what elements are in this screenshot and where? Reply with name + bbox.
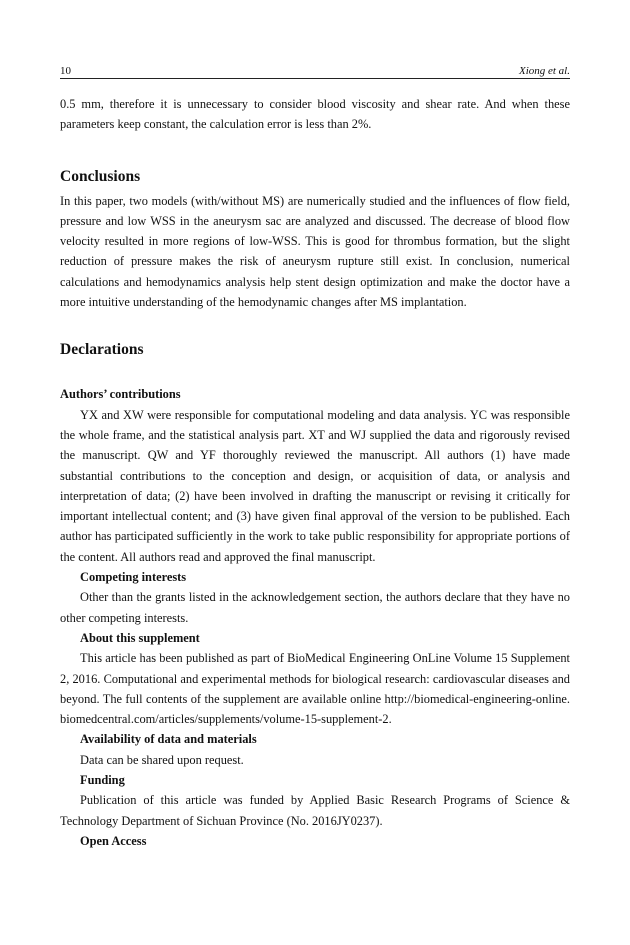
page-number: 10 (60, 65, 71, 77)
intro-paragraph: 0.5 mm, therefore it is unnecessary to consider blood viscosity and shear rate. And when these parameters keep constant, the calculation error is less than 2%. (60, 97, 570, 132)
running-title: Xiong et al. (518, 65, 570, 77)
availability-paragraph: Data can be shared upon request. (80, 752, 244, 767)
funding-heading: Funding (80, 773, 125, 788)
about-supplement-heading: About this supplement (80, 630, 200, 645)
conclusions-paragraph: In this paper, two models (with/without MS) are numerically studied and the influences of flow field, pressure and low WSS in the aneurysm sac are analyzed and discussed. The decrease of blood flow velocity resulted in more regions of low-WSS. This is good for thrombus formation, but the slight reduction of pressure makes the risk of aneurysm rupture still exist. In conclusion, numerical calculations and hemodynamics analysis help stent design optimization and make the doctor have a more intuitive understanding of the hemodynamic changes after MS implantation. (60, 193, 570, 310)
about-supplement-paragraph: This article has been published as part of BioMedical Engineering OnLine Volume 15 Supplement 2, 2016. Computational and experimental methods for biological research: cardiovascular diseases and beyond. The full contents of the supplement are available online http://biomedical-engineering-online.biomedcentral.com/articles/supplements/volume-15-supplement-2. (60, 651, 570, 727)
authors-contributions-heading: Authors’ contributions (60, 387, 181, 402)
competing-interests-paragraph: Other than the grants listed in the acknowledgement section, the authors declare that they have no other competing interests. (60, 590, 570, 625)
availability-heading: Availability of data and materials (80, 732, 257, 747)
funding-paragraph: Publication of this article was funded by Applied Basic Research Programs of Science & Technology Department of Sichuan Province (No. 2016JY0237). (60, 793, 570, 828)
authors-contributions-paragraph: YX and XW were responsible for computational modeling and data analysis. YC was responsible the whole frame, and the statistical analysis part. XT and WJ supplied the data and rigorously revised the manuscript. QW and YF thoroughly reviewed the manuscript. All authors (1) have made substantial contributions to the conception and design, or acquisition of data, or analysis and interpretation of data; (2) have been involved in drafting the manuscript or revising it critically for important intellectual content; and (3) have given final approval of the version to be published. Each author has participated sufficiently in the work to take public responsibility for appropriate portions of the content. All authors read and approved the final manuscript. (60, 407, 570, 564)
conclusions-heading: Conclusions (60, 167, 141, 185)
open-access-heading: Open Access (80, 833, 147, 848)
competing-interests-heading: Competing interests (80, 570, 187, 585)
page-content (60, 94, 570, 851)
declarations-heading: Declarations (60, 341, 144, 359)
running-header (60, 64, 570, 79)
